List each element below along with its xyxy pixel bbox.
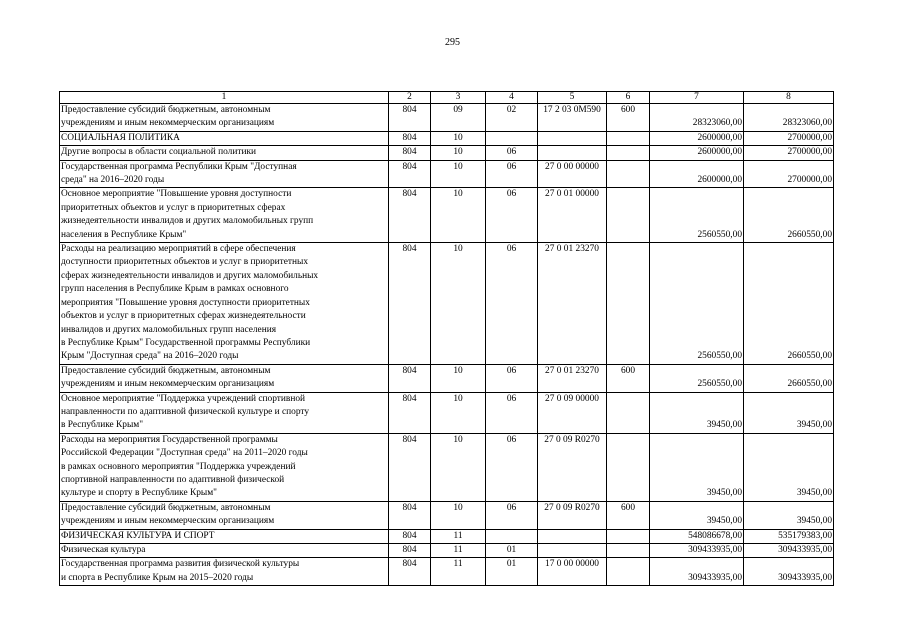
table-row (60, 501, 834, 529)
cell-target-article: 27 0 01 23270 (538, 364, 607, 392)
column-header: 4 (486, 92, 538, 104)
cell-target-article: 27 0 01 23270 (538, 243, 607, 365)
row-name: Основное мероприятие "Поддержка учреждений спортивной направленности по адаптивной физической культуре и спорту в Республике Крым" (60, 392, 389, 433)
cell-section: 10 (431, 160, 486, 188)
cell-amount-col8: 2660550,00 (744, 364, 834, 392)
budget-table (59, 91, 834, 586)
cell-amount-col8: 535179383,00 (744, 529, 834, 543)
cell-amount-col8: 2700000,00 (744, 146, 834, 160)
cell-target-article (538, 529, 607, 543)
table-row (60, 146, 834, 160)
table-row (60, 188, 834, 243)
cell-ministry-code: 804 (389, 104, 431, 132)
cell-amount-col8: 39450,00 (744, 392, 834, 433)
cell-section: 10 (431, 131, 486, 145)
row-name: Предоставление субсидий бюджетным, автономным учреждениям и иным некоммерческим организациям (60, 104, 389, 132)
table-body (60, 92, 834, 586)
cell-expense-type (607, 146, 650, 160)
cell-amount-col7: 2600000,00 (650, 131, 744, 145)
cell-expense-type (607, 529, 650, 543)
cell-section: 10 (431, 433, 486, 501)
cell-amount-col7: 2600000,00 (650, 160, 744, 188)
cell-ministry-code: 804 (389, 544, 431, 558)
cell-section: 11 (431, 558, 486, 586)
cell-target-article (538, 544, 607, 558)
cell-ministry-code: 804 (389, 160, 431, 188)
cell-expense-type (607, 433, 650, 501)
cell-section: 09 (431, 104, 486, 132)
row-name: Государственная программа Республики Крым "Доступная среда" на 2016–2020 годы (60, 160, 389, 188)
row-name: Основное мероприятие "Повышение уровня доступности приоритетных объектов и услуг в приоритетных сферах жизнедеятельности инвалидов и других маломобильных групп населения в Республике Крым" (60, 188, 389, 243)
cell-subsection: 06 (486, 501, 538, 529)
cell-amount-col8: 2660550,00 (744, 243, 834, 365)
row-name: Государственная программа развития физической культуры и спорта в Республике Крым на 2015–2020 годы (60, 558, 389, 586)
table-row (60, 364, 834, 392)
cell-subsection: 06 (486, 364, 538, 392)
row-name: ФИЗИЧЕСКАЯ КУЛЬТУРА И СПОРТ (60, 529, 389, 543)
cell-section: 10 (431, 364, 486, 392)
cell-expense-type: 600 (607, 501, 650, 529)
cell-subsection (486, 131, 538, 145)
cell-subsection: 06 (486, 146, 538, 160)
cell-amount-col7: 2560550,00 (650, 364, 744, 392)
cell-amount-col8: 309433935,00 (744, 558, 834, 586)
cell-subsection: 01 (486, 558, 538, 586)
cell-ministry-code: 804 (389, 146, 431, 160)
cell-target-article: 27 0 09 00000 (538, 392, 607, 433)
cell-ministry-code: 804 (389, 558, 431, 586)
header-row (60, 92, 834, 104)
cell-subsection: 06 (486, 160, 538, 188)
cell-subsection: 06 (486, 433, 538, 501)
cell-amount-col8: 39450,00 (744, 501, 834, 529)
page-number: 295 (445, 37, 460, 48)
table-row (60, 392, 834, 433)
table-row (60, 160, 834, 188)
cell-section: 10 (431, 243, 486, 365)
cell-target-article (538, 131, 607, 145)
table-row (60, 433, 834, 501)
cell-amount-col7: 39450,00 (650, 433, 744, 501)
cell-ministry-code: 804 (389, 501, 431, 529)
cell-amount-col7: 2560550,00 (650, 243, 744, 365)
row-name: Расходы на реализацию мероприятий в сфере обеспечения доступности приоритетных объектов и услуг в приоритетных сферах жизнедеятельности инвалидов и других маломобильных групп населения в Республике Крым в рамках основного мероприятия "Повышение уровня доступности приоритетных объектов и услуг в приоритетных сферах жизнедеятельности инвалидов и других маломобильных групп населения в Республике Крым" Государственной программы Республики Крым "Доступная среда" на 2016–2020 годы (60, 243, 389, 365)
column-header: 1 (60, 92, 389, 104)
cell-expense-type: 600 (607, 104, 650, 132)
cell-target-article: 27 0 09 R0270 (538, 501, 607, 529)
cell-amount-col8: 2700000,00 (744, 131, 834, 145)
cell-subsection: 01 (486, 544, 538, 558)
row-name: СОЦИАЛЬНАЯ ПОЛИТИКА (60, 131, 389, 145)
cell-expense-type (607, 558, 650, 586)
table-row (60, 104, 834, 132)
cell-target-article (538, 146, 607, 160)
cell-ministry-code: 804 (389, 131, 431, 145)
cell-amount-col7: 309433935,00 (650, 544, 744, 558)
cell-amount-col7: 2560550,00 (650, 188, 744, 243)
cell-subsection: 02 (486, 104, 538, 132)
cell-expense-type (607, 188, 650, 243)
cell-ministry-code: 804 (389, 392, 431, 433)
cell-amount-col7: 28323060,00 (650, 104, 744, 132)
cell-section: 11 (431, 529, 486, 543)
cell-ministry-code: 804 (389, 243, 431, 365)
cell-target-article: 17 0 00 00000 (538, 558, 607, 586)
cell-ministry-code: 804 (389, 188, 431, 243)
table-row (60, 243, 834, 365)
cell-section: 10 (431, 188, 486, 243)
cell-expense-type (607, 544, 650, 558)
cell-ministry-code: 804 (389, 529, 431, 543)
cell-subsection: 06 (486, 392, 538, 433)
cell-section: 10 (431, 501, 486, 529)
cell-expense-type (607, 160, 650, 188)
cell-amount-col7: 309433935,00 (650, 558, 744, 586)
cell-subsection (486, 529, 538, 543)
column-header: 6 (607, 92, 650, 104)
table-row (60, 529, 834, 543)
column-header: 3 (431, 92, 486, 104)
cell-amount-col8: 2700000,00 (744, 160, 834, 188)
cell-amount-col7: 39450,00 (650, 392, 744, 433)
row-name: Другие вопросы в области социальной политики (60, 146, 389, 160)
table-row (60, 544, 834, 558)
row-name: Предоставление субсидий бюджетным, автономным учреждениям и иным некоммерческим организациям (60, 364, 389, 392)
cell-ministry-code: 804 (389, 364, 431, 392)
cell-target-article: 27 0 00 00000 (538, 160, 607, 188)
cell-section: 10 (431, 392, 486, 433)
cell-section: 11 (431, 544, 486, 558)
cell-expense-type (607, 131, 650, 145)
cell-subsection: 06 (486, 243, 538, 365)
row-name: Физическая культура (60, 544, 389, 558)
cell-amount-col7: 39450,00 (650, 501, 744, 529)
cell-target-article: 27 0 09 R0270 (538, 433, 607, 501)
cell-target-article: 27 0 01 00000 (538, 188, 607, 243)
column-header: 7 (650, 92, 744, 104)
cell-expense-type (607, 392, 650, 433)
cell-amount-col8: 28323060,00 (744, 104, 834, 132)
column-header: 2 (389, 92, 431, 104)
cell-amount-col8: 39450,00 (744, 433, 834, 501)
table-row (60, 131, 834, 145)
cell-amount-col7: 548086678,00 (650, 529, 744, 543)
cell-subsection: 06 (486, 188, 538, 243)
cell-target-article: 17 2 03 0М590 (538, 104, 607, 132)
cell-amount-col7: 2600000,00 (650, 146, 744, 160)
column-header: 5 (538, 92, 607, 104)
table-row (60, 558, 834, 586)
cell-expense-type: 600 (607, 364, 650, 392)
column-header: 8 (744, 92, 834, 104)
cell-section: 10 (431, 146, 486, 160)
row-name: Предоставление субсидий бюджетным, автономным учреждениям и иным некоммерческим организациям (60, 501, 389, 529)
cell-expense-type (607, 243, 650, 365)
cell-ministry-code: 804 (389, 433, 431, 501)
row-name: Расходы на мероприятия Государственной программы Российской Федерации "Доступная среда" на 2011–2020 годы в рамках основного мероприятия "Поддержка учреждений спортивной направленности по адаптивной физической культуре и спорту в Республике Крым" (60, 433, 389, 501)
cell-amount-col8: 309433935,00 (744, 544, 834, 558)
cell-amount-col8: 2660550,00 (744, 188, 834, 243)
